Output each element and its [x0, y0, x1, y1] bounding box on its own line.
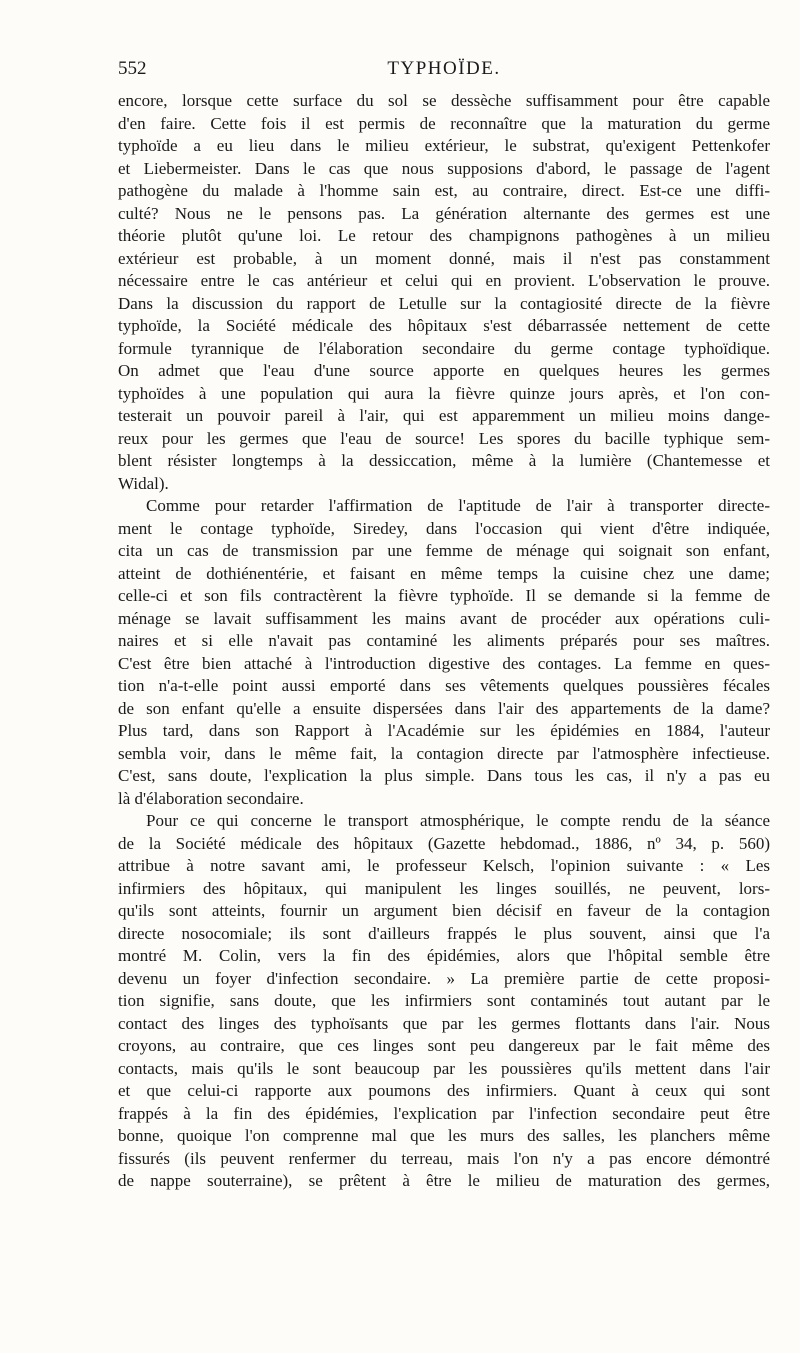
text-line: pathogène du malade à l'homme sain est, au contraire, direct. Est-ce une diffi-: [118, 181, 770, 200]
text-line: typhoïde a eu lieu dans le milieu extérieur, le substrat, qu'exigent Pettenkofer: [118, 136, 770, 155]
text-line: attribue à notre savant ami, le professeur Kelsch, l'opinion suivante : « Les: [118, 856, 770, 875]
text-line: et Liebermeister. Dans le cas que nous supposions d'abord, le passage de l'agent: [118, 158, 770, 178]
text-line: ménage se lavait suffisamment les mains avant de procéder aux opérations culi-: [118, 608, 770, 628]
text-line: nécessaire entre le cas antérieur et celui qui en provient. L'observation le prouve.: [118, 271, 770, 290]
text-line: Comme pour retarder l'affirmation de l'aptitude de l'air à transporter directe-: [146, 496, 770, 515]
text-line: Widal).: [118, 473, 169, 493]
running-title: TYPHOÏDE.: [387, 58, 501, 79]
text-line: ment le contage typhoïde, Siredey, dans l'occasion qui vient d'être indiquée,: [118, 518, 770, 538]
text-line: encore, lorsque cette surface du sol se dessèche suffisamment pour être capable: [118, 91, 770, 110]
text-line: Pour ce qui concerne le transport atmosphérique, le compte rendu de la séance: [146, 811, 770, 830]
text-line: typhoïdes à une population qui aura la fièvre quinze jours après, et l'on con-: [118, 383, 770, 403]
text-line: contact des linges des typhoïsants que par les germes flottants dans l'air. Nous: [118, 1013, 770, 1033]
text-line: naires et si elle n'avait pas contaminé les aliments préparés pour ses maîtres.: [118, 631, 770, 650]
text-line: formule tyrannique de l'élaboration secondaire du germe contage typhoïdique.: [118, 338, 770, 358]
text-line: et que celui-ci rapporte aux poumons des infirmiers. Quant à ceux qui sont: [118, 1081, 770, 1100]
page-number: 552: [118, 58, 147, 79]
text-line: croyons, au contraire, que ces linges sont peu dangereux par le fait même des: [118, 1036, 770, 1055]
text-line: de nappe souterraine), se prêtent à être le milieu de maturation des germes,: [118, 1171, 770, 1190]
text-line: On admet que l'eau d'une source apporte en quelques heures les germes: [118, 361, 770, 380]
text-line: celle-ci et son fils contractèrent la fièvre typhoïde. Il se demande si la femme de: [118, 586, 770, 605]
text-line: atteint de dothiénentérie, et faisant en même temps la cuisine chez une dame;: [118, 563, 770, 583]
text-line: d'en faire. Cette fois il est permis de reconnaître que la maturation du germe: [118, 113, 770, 133]
text-line: frappés à la fin des épidémies, l'explication par l'infection secondaire peut être: [118, 1103, 770, 1123]
text-line: fissurés (ils peuvent renfermer du terreau, mais l'on n'y a pas encore démontré: [118, 1148, 770, 1168]
text-line: sembla voir, dans le même fait, la contagion directe par l'atmosphère infectieuse.: [118, 743, 770, 763]
body-text: [118, 90, 770, 1193]
text-line: de son enfant qu'elle a ensuite dispersées dans l'air des appartements de la dame?: [118, 698, 770, 718]
text-line: blent résister longtemps à la dessiccation, même à la lumière (Chantemesse et: [118, 451, 770, 470]
text-line: contacts, mais qu'ils le sont beaucoup par les poussières qu'ils mettent dans l'air: [118, 1058, 770, 1078]
text-line: théorie plutôt qu'une loi. Le retour des champignons pathogènes à un milieu: [118, 226, 770, 245]
text-line: devenu un foyer d'infection secondaire. » La première partie de cette proposi-: [118, 968, 770, 988]
text-line: reux pour les germes que l'eau de source! Les spores du bacille typhique sem-: [118, 428, 770, 448]
text-line: cita un cas de transmission par une femme de ménage qui soignait son enfant,: [118, 541, 770, 560]
text-line: C'est, sans doute, l'explication la plus simple. Dans tous les cas, il n'y a pas eu: [118, 766, 770, 785]
text-line: infirmiers des hôpitaux, qui manipulent les linges souillés, ne peuvent, lors-: [118, 878, 770, 898]
text-line: typhoïde, la Société médicale des hôpitaux s'est débarrassée nettement de cette: [118, 316, 770, 335]
text-line: tion n'a-t-elle point aussi emporté dans ses vêtements quelques poussières fécales: [118, 676, 770, 695]
text-line: extérieur est probable, à un moment donné, mais il n'est pas constamment: [118, 248, 770, 268]
text-line: de la Société médicale des hôpitaux (Gazette hebdomad., 1886, nº 34, p. 560): [118, 833, 770, 853]
page-header: [118, 58, 770, 86]
text-line: Plus tard, dans son Rapport à l'Académie sur les épidémies en 1884, l'auteur: [118, 721, 770, 740]
text-line: montré M. Colin, vers la fin des épidémies, alors que l'hôpital semble être: [118, 946, 770, 965]
text-line: là d'élaboration secondaire.: [118, 788, 304, 808]
text-line: bonne, quoique l'on comprenne mal que les murs des salles, les planchers même: [118, 1126, 770, 1145]
text-line: directe nosocomiale; ils sont d'ailleurs frappés le plus souvent, ainsi que l'a: [118, 923, 770, 943]
text-line: Dans la discussion du rapport de Letulle sur la contagiosité directe de la fièvre: [118, 293, 770, 313]
text-line: testerait un pouvoir pareil à l'air, qui est apparemment un milieu moins dange-: [118, 406, 770, 425]
text-line: C'est être bien attaché à l'introduction digestive des contages. La femme en ques-: [118, 653, 770, 673]
text-line: qu'ils sont atteints, fournir un argument bien décisif en faveur de la contagion: [118, 901, 770, 920]
text-line: tion signifie, sans doute, que les infirmiers sont contaminés tout autant par le: [118, 991, 770, 1010]
text-line: culté? Nous ne le pensons pas. La génération alternante des germes est une: [118, 203, 770, 223]
